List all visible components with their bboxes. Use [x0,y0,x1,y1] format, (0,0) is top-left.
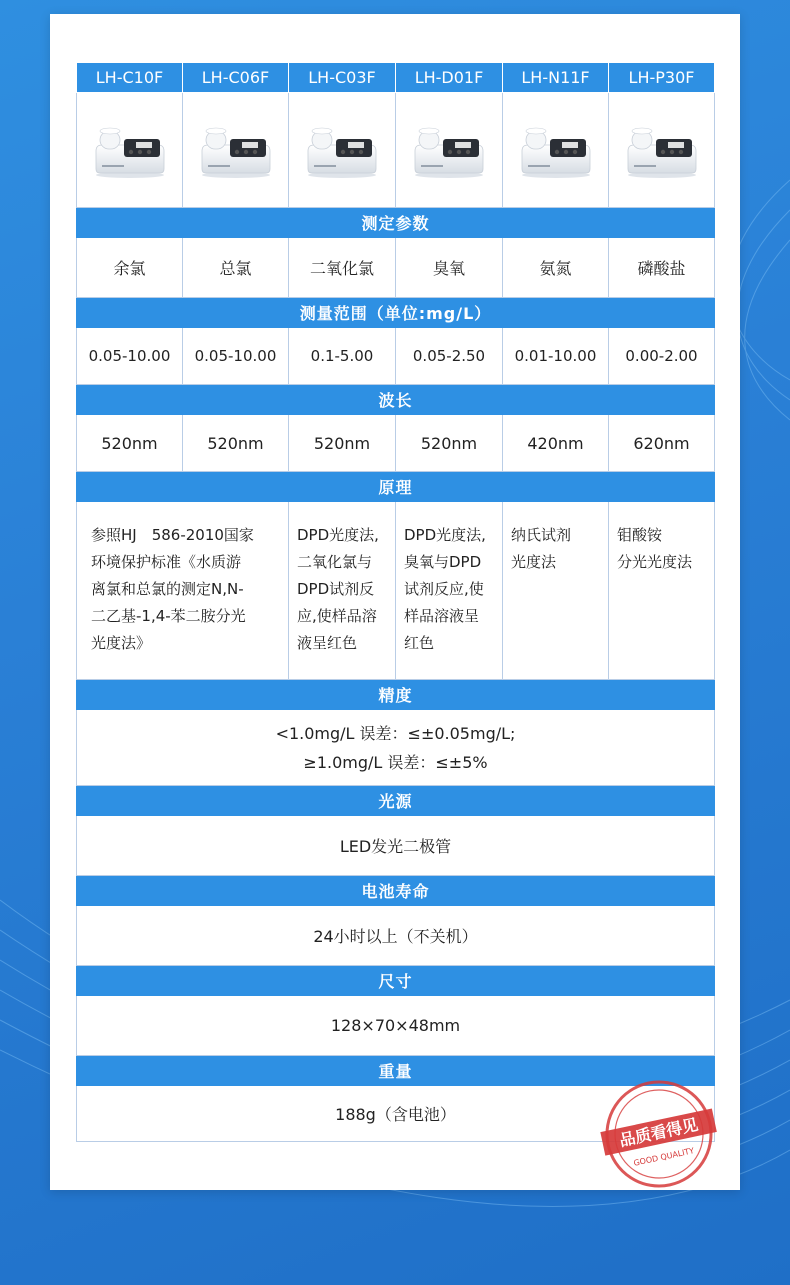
principle-line: 离氯和总氯的测定N,N- [91,580,244,598]
device-image-cell [396,93,503,208]
battery-row [77,906,715,966]
device-image-cell [503,93,609,208]
principle-line: 臭氧与DPD [404,553,482,571]
device-image-cell [289,93,396,208]
principle-row [77,502,715,680]
principle-line: 液呈红色 [297,634,358,652]
model-header-row [77,63,715,93]
range-cell: 0.00-2.00 [609,328,715,385]
section-title: 测量范围（单位:mg/L） [77,298,715,328]
model-name: LH-P30F [609,63,715,93]
principle-line: 环境保护标准《水质游 [91,553,242,571]
range-cell: 0.05-10.00 [77,328,183,385]
principle-line: 分光光度法 [617,553,693,571]
quality-stamp [586,1076,732,1192]
principle-line: 钼酸铵 [617,526,663,544]
principle-cell-clo2 [289,502,396,680]
battery-cell: 24小时以上（不关机） [77,906,715,966]
precision-cell [77,710,715,786]
param-cell: 磷酸盐 [609,238,715,298]
size-row [77,996,715,1056]
principle-cell-hj [77,502,289,680]
section-header-size [77,966,715,996]
principle-line: 二乙基-1,4-苯二胺分光 [91,607,246,625]
wavelength-cell: 620nm [609,415,715,472]
principle-line: 试剂反应,使 [404,580,484,598]
principle-line: DPD光度法, [297,526,379,544]
principle-line: DPD光度法, [404,526,486,544]
principle-cell-nh3 [503,502,609,680]
range-cell: 0.01-10.00 [503,328,609,385]
principle-line: 光度法 [511,553,557,571]
param-cell: 臭氧 [396,238,503,298]
precision-row [77,710,715,786]
section-header-wavelength [77,385,715,415]
stamp-text: 品质看得见 [617,1114,700,1151]
param-cell: 总氯 [183,238,289,298]
section-title: 电池寿命 [77,876,715,906]
principle-line: 光度法》 [91,634,152,652]
principle-line: 样品溶液呈 [404,607,480,625]
principle-line: 参照HJ 586-2010国家 [91,526,254,544]
precision-line: <1.0mg/L 误差：≤±0.05mg/L; [275,723,516,743]
principle-line: DPD试剂反 [297,580,375,598]
section-header-range [77,298,715,328]
model-name: LH-D01F [396,63,503,93]
precision-line: ≥1.0mg/L 误差：≤±5% [303,752,488,772]
wavelength-cell: 520nm [289,415,396,472]
section-header-params [77,208,715,238]
device-image-cell [77,93,183,208]
section-header-battery [77,876,715,906]
section-title: 测定参数 [77,208,715,238]
stamp-subtext: GOOD QUALITY [632,1146,696,1168]
weight-cell: 188g（含电池） [77,1086,715,1142]
param-cell: 余氯 [77,238,183,298]
principle-cell-o3 [396,502,503,680]
spec-card [50,14,740,1190]
meter-device-icon [518,121,594,179]
section-title: 光源 [77,786,715,816]
meter-device-icon [198,121,274,179]
params-row [77,238,715,298]
section-title: 重量 [77,1056,715,1086]
range-cell: 0.05-2.50 [396,328,503,385]
section-header-principle [77,472,715,502]
range-row [77,328,715,385]
light-source-cell: LED发光二极管 [77,816,715,876]
wavelength-row [77,415,715,472]
meter-device-icon [624,121,700,179]
param-cell: 二氧化氯 [289,238,396,298]
model-name: LH-C10F [77,63,183,93]
wavelength-cell: 520nm [77,415,183,472]
size-cell: 128×70×48mm [77,996,715,1056]
meter-device-icon [92,121,168,179]
model-name: LH-N11F [503,63,609,93]
section-header-precision [77,680,715,710]
section-title: 尺寸 [77,966,715,996]
device-image-cell [609,93,715,208]
principle-line: 应,使样品溶 [297,607,377,625]
section-title: 精度 [77,680,715,710]
device-image-cell [183,93,289,208]
model-name: LH-C06F [183,63,289,93]
model-name: LH-C03F [289,63,396,93]
principle-line: 红色 [404,634,435,652]
wavelength-cell: 520nm [396,415,503,472]
wavelength-cell: 420nm [503,415,609,472]
param-cell: 氨氮 [503,238,609,298]
section-title: 原理 [77,472,715,502]
principle-line: 纳氏试剂 [511,526,572,544]
light-source-row [77,816,715,876]
range-cell: 0.05-10.00 [183,328,289,385]
principle-cell-po4 [609,502,715,680]
meter-device-icon [411,121,487,179]
section-header-light [77,786,715,816]
spec-table [76,62,715,1142]
wavelength-cell: 520nm [183,415,289,472]
meter-device-icon [304,121,380,179]
range-cell: 0.1-5.00 [289,328,396,385]
section-title: 波长 [77,385,715,415]
device-image-row [77,93,715,208]
principle-line: 二氧化氯与 [297,553,373,571]
